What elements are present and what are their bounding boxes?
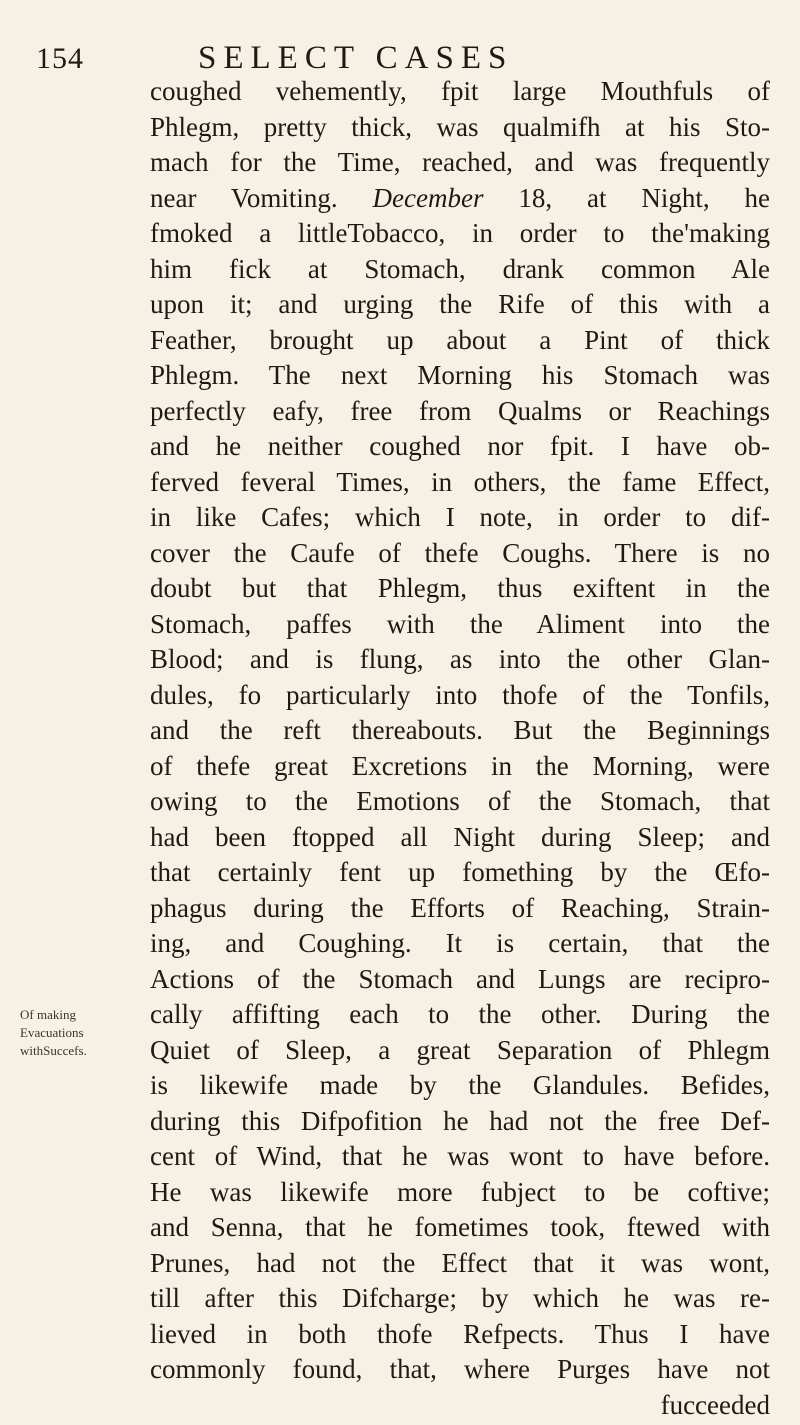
text-line: and Senna, that he fometimes took, ftewed with [150,1212,770,1242]
text-line: Feather, brought up about a Pint of thick [150,324,770,355]
text-line: coughed vehemently, fpit large Mouthfuls of [150,76,770,106]
text-line: cover the Caufe of thefe Coughs. There is no [150,537,770,568]
text-line: is likewife made by the Glandules. Befides, [150,1070,770,1100]
text-line: owing to the Emotions of the Stomach, that [150,786,770,816]
text-line: and he neither coughed nor fpit. I have ob- [150,431,770,461]
marginal-note-line: Evacuations [20,1025,84,1040]
text-line: of thefe great Excretions in the Morning, were [150,750,770,781]
text-line: perfectly eafy, free from Qualms or Reachings [150,395,770,426]
text-line: Quiet of Sleep, a great Separation of Phlegm [150,1034,770,1065]
marginal-note-line: Of making [20,1007,76,1022]
text-line: fucceeded [660,1389,770,1420]
text-line: and the reft thereabouts. But the Beginnings [150,715,770,745]
text-line: fmoked a littleTobacco, in order to the'making [150,218,770,248]
text-line: phagus during the Efforts of Reaching, Strain- [150,892,770,923]
text-line: him fick at Stomach, drank common Ale [150,253,770,284]
text-line: Blood; and is flung, as into the other Glan- [150,644,770,674]
text-line: lieved in both thofe Refpects. Thus I have [150,1318,770,1349]
text-line: had been ftopped all Night during Sleep; and [150,821,770,852]
text-line: near Vomiting. December 18, at Night, he [150,182,770,213]
text-line: He was likewife more fubject to be coftive; [150,1176,770,1207]
text-line: in like Cafes; which I note, in order to dif- [150,502,770,532]
text-line: dules, fo particularly into thofe of the Tonfils, [150,679,770,710]
running-head: SELECT CASES [198,40,514,76]
text-line: Phlegm, pretty thick, was qualmifh at his Sto- [150,111,770,142]
text-line: till after this Difcharge; by which he was re- [150,1283,770,1313]
text-line: Phlegm. The next Morning his Stomach was [150,360,770,390]
text-line: commonly found, that, where Purges have not [150,1354,770,1384]
body-text [150,74,770,1423]
text-line: ferved feveral Times, in others, the fame Effect, [150,466,770,497]
text-line: cent of Wind, that he was wont to have before. [150,1141,770,1171]
text-line: Actions of the Stomach and Lungs are recipro- [150,963,770,994]
text-line: mach for the Time, reached, and was frequently [150,147,770,177]
text-line: that certainly fent up fomething by the Œfo- [150,857,770,887]
text-line: during this Difpofition he had not the free Def- [150,1105,770,1136]
text-line: upon it; and urging the Rife of this with a [150,289,770,319]
marginal-note [20,1006,130,1060]
marginal-note-line: withSuccefs. [20,1043,87,1058]
text-line: doubt but that Phlegm, thus exiftent in the [150,573,770,603]
text-line: Prunes, had not the Effect that it was wont, [150,1247,770,1278]
text-line: ing, and Coughing. It is certain, that the [150,928,770,958]
text-line: cally affifting each to the other. During the [150,999,770,1029]
page-number: 154 [36,42,84,75]
text-line: Stomach, paffes with the Aliment into the [150,608,770,639]
